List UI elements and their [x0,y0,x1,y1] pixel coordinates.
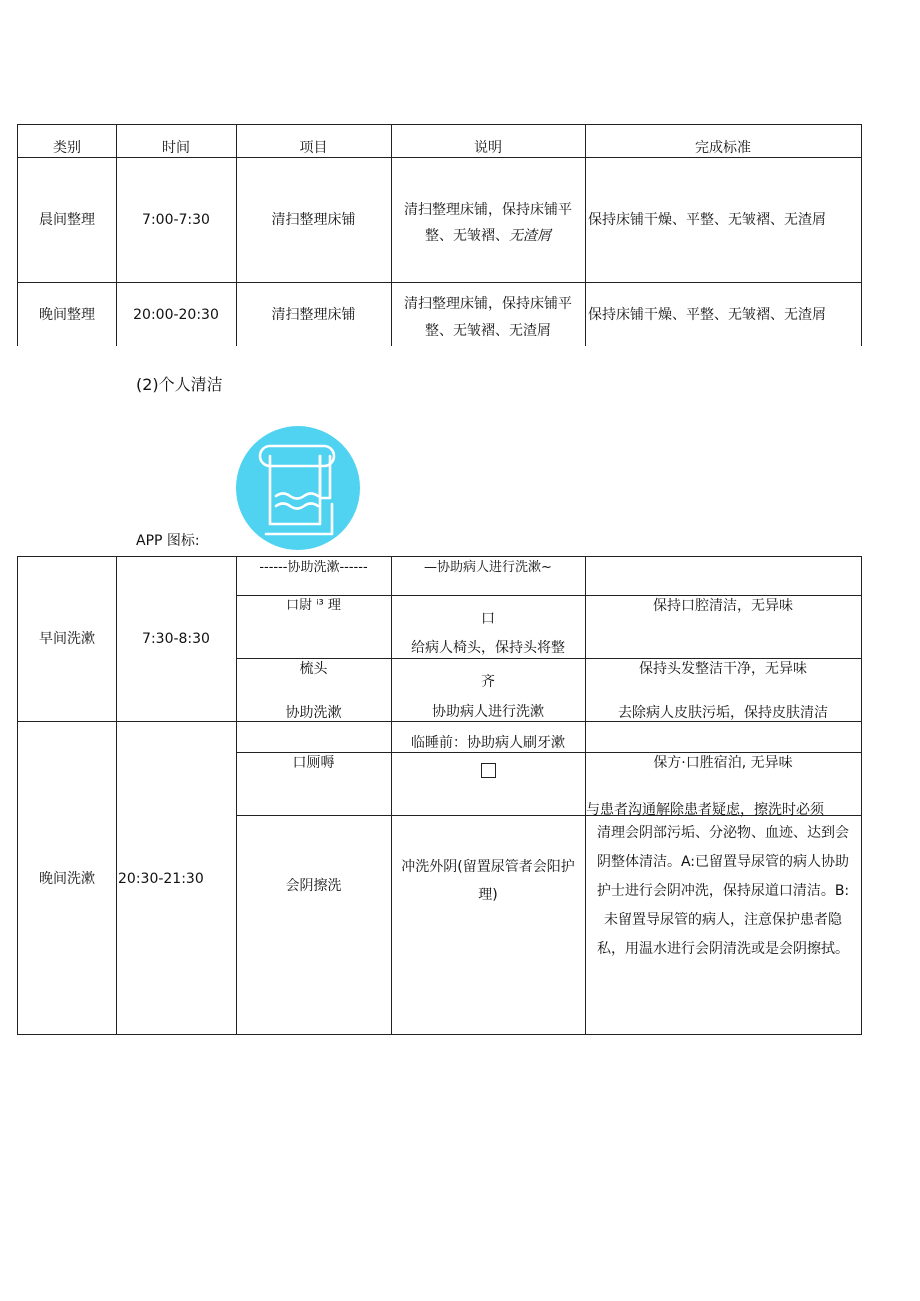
morning-row1-description: —协助病人进行洗漱~ [424,560,552,575]
morning-row3-description-top: 齐 [481,674,495,690]
row-description-line2a: 整、无皱褶、 [425,228,509,244]
morning-time: 7:30-8:30 [142,631,210,647]
morning-row3-item-top: 梳头 [299,661,328,677]
morning-row3-item-bottom: 协助洗漱 [285,705,342,721]
evening-row1-description: 临睡前：协助病人刷牙漱 [411,735,565,751]
morning-row3-description-bottom: 协助病人进行洗漱 [432,704,544,720]
morning-row3-standard-top: 保持头发整洁干净，无异味 [639,661,807,677]
morning-row2-description-bottom: 给病人椅头，保持头将整 [411,640,565,656]
morning-row2-item: 口尉 ⁱ³ 理 [286,598,341,613]
row-description-line2b: 无渣屑 [509,228,551,244]
morning-row2-standard: 保持口腔清洁，无异味 [653,598,793,614]
evening-row3-description-line1: 冲洗外阴(留置尿管者会阳护 [401,859,575,875]
row-item: 清扫整理床铺 [271,212,356,228]
row-time: 7:00-7:30 [142,212,210,228]
app-icon-label: APP 图标: [136,533,200,549]
evening-row2-item: 口厕嗕 [292,755,335,771]
evening-category: 晚间洗漱 [39,871,95,887]
row-description-line1: 清扫整理床铺，保持床铺平 [404,296,572,312]
row-time: 20:00-20:30 [133,307,219,323]
row-item: 清扫整理床铺 [271,307,356,323]
row-category: 晚间整理 [39,307,95,323]
header-description: 说明 [474,140,502,156]
standard-line: 清理会阴部污垢、分泌物、血迹、达到会 [597,825,849,841]
towel-icon [236,426,360,550]
evening-row3-item: 会阴擦洗 [285,878,342,894]
row-description-line2: 整、无皱褶、无渣屑 [425,323,551,339]
evening-row2-standard-bottom: 与患者沟通解除患者疑虑，擦洗时必须 [586,802,824,818]
morning-row2-description-top: 口 [481,611,495,627]
standard-line: 私，用温水进行会阴清洗或是会阴擦拭。 [597,941,849,957]
section-heading: (2)个人清洁 [136,375,223,394]
morning-row1-item: ------协助洗漱------ [259,560,368,575]
row-description-line1: 清扫整理床铺，保持床铺平 [404,202,572,218]
standard-line: 未留置导尿管的病人，注意保护患者隐 [604,912,842,928]
header-item: 项目 [299,140,328,156]
row-standard: 保持床铺干燥、平整、无皱褶、无渣屑 [588,212,826,228]
header-category: 类别 [53,140,81,156]
app-icon [236,426,360,550]
evening-row3-description-line2: 理) [478,887,498,903]
header-standard: 完成标准 [695,140,751,156]
row-description-line2 [391,226,585,246]
row-category: 晨间整理 [39,212,95,228]
evening-time: 20:30-21:30 [118,871,204,887]
placeholder-box-icon [481,763,496,778]
standard-line: 阴整体清洁。A:已留置导尿管的病人协助 [596,854,850,870]
standard-line: 护士进行会阴冲洗，保持尿道口清洁。B: [596,883,850,899]
header-time: 时间 [162,140,190,156]
evening-row2-description [391,760,585,780]
morning-row3-standard-bottom: 去除病人皮肤污垢，保持皮肤清洁 [618,705,828,721]
evening-row2-standard: 保方·口胜宿泊, 无异味 [653,755,793,771]
morning-category: 早间洗漱 [39,631,95,647]
row-standard: 保持床铺干燥、平整、无皱褶、无渣屑 [588,307,826,323]
